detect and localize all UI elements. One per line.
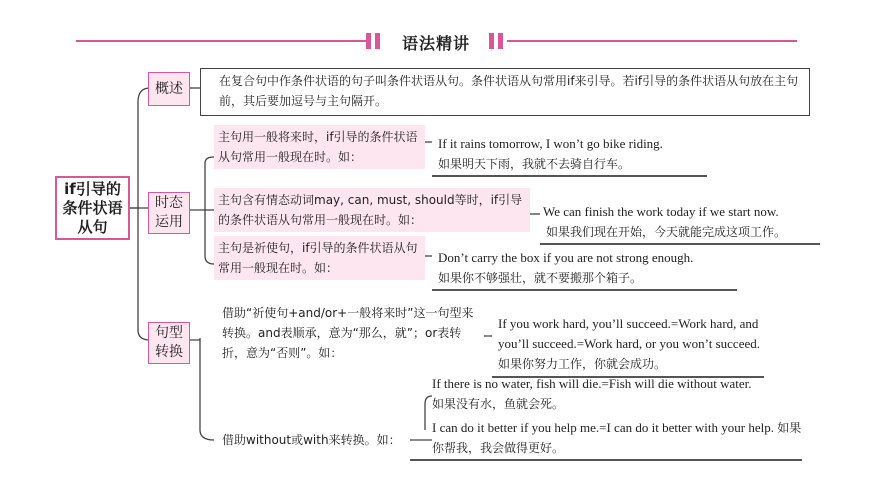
transform-example-2a-cn: 如果没有水，鱼就会死。 xyxy=(432,397,565,411)
transform-example-1-cn: 如果你努力工作，你就会成功。 xyxy=(498,357,667,371)
transform-rule-1-text: 借助“祈使句+and/or+一般将来时”这一句型来转换。and表顺承，意为“那么，就”；or表转折，意为“否则”。如： xyxy=(222,306,474,360)
transform-rule-1 xyxy=(222,303,484,363)
transform-sub-1 xyxy=(190,338,200,340)
tense-rule-2-text: 主句含有情态动词may, can, must, should等时，if引导的条件状语从句常用一般现在时。如： xyxy=(218,193,523,227)
transform-example-2-underline xyxy=(410,459,802,461)
transform-example-2b-en: I can do it better if you help me.=I can do it better with your help. xyxy=(432,420,774,435)
tense-rule-3 xyxy=(214,236,425,280)
tense-rule-2 xyxy=(214,188,530,232)
header-rule-left xyxy=(76,40,366,42)
header-marker-left-2 xyxy=(375,33,380,49)
transform-rule-2-text: 借助without或with来转换。如： xyxy=(222,433,401,447)
transform-example-2a xyxy=(432,374,812,414)
root-node xyxy=(55,176,130,240)
tense-example-3 xyxy=(438,248,738,288)
header-marker-right-1 xyxy=(489,33,494,49)
node-transform xyxy=(148,322,190,364)
tense-rule-1 xyxy=(214,125,425,169)
tense-sub-1 xyxy=(190,157,214,210)
root-title: if引导的条件状语从句 xyxy=(62,179,123,236)
header-marker-left-1 xyxy=(366,33,371,49)
tense-example-1-en: If it rains tomorrow, I won’t go bike riding. xyxy=(438,136,663,151)
node-tense-label: 时态运用 xyxy=(155,195,183,230)
tense-example-1-cn: 如果明天下雨，我就不去骑自行车。 xyxy=(438,157,631,171)
header-marker-right-2 xyxy=(498,33,503,49)
overview-text: 在复合句中作条件状语的句子叫条件状语从句。条件状语从句常用if来引导。若if引导的条件状语从句放在主句前，其后要加逗号与主句隔开。 xyxy=(219,74,799,108)
tense-example-2-cn: 如果我们现在开始，今天就能完成这项工作。 xyxy=(546,225,787,239)
node-transform-label: 句型转换 xyxy=(155,325,183,360)
node-overview-label: 概述 xyxy=(155,80,183,97)
trans2-example-a xyxy=(425,396,432,430)
transform-example-2b-cn: 如果你帮我，我会做得更好。 xyxy=(432,421,802,455)
transform-sub-2 xyxy=(200,340,214,440)
tense-example-3-underline xyxy=(432,289,737,291)
header-rule-right xyxy=(507,40,797,42)
tense-example-1 xyxy=(438,134,718,174)
transform-example-2a-en: If there is no water, fish will die.=Fish will die without water. xyxy=(432,376,752,391)
tense-example-1-underline xyxy=(432,175,707,177)
tense-example-3-en: Don’t carry the box if you are not strong enough. xyxy=(438,250,694,265)
transform-example-1-en: If you work hard, you’ll succeed.=Work hard, and you’ll succeed.=Work hard, or you won’t succeed. xyxy=(498,316,760,351)
node-tense xyxy=(148,192,190,234)
tense-example-2-underline xyxy=(540,243,820,245)
node-overview xyxy=(148,72,190,106)
transform-rule-2 xyxy=(222,430,422,450)
overview-panel xyxy=(200,68,810,116)
tense-example-2 xyxy=(543,202,833,242)
branch-line-overview xyxy=(130,88,150,208)
tense-example-2-en: We can finish the work today if we start now. xyxy=(543,204,779,219)
tense-rule-3-text: 主句是祈使句，if引导的条件状语从句常用一般现在时。如： xyxy=(218,241,418,275)
tense-sub-3 xyxy=(205,210,214,264)
tense-rule-1-text: 主句用一般将来时，if引导的条件状语从句常用一般现在时。如： xyxy=(218,130,418,164)
tense-example-3-cn: 如果你不够强壮，就不要搬那个箱子。 xyxy=(438,271,643,285)
transform-example-1 xyxy=(498,314,773,374)
section-title: 语法精讲 xyxy=(401,34,470,53)
transform-example-2b xyxy=(432,418,812,458)
